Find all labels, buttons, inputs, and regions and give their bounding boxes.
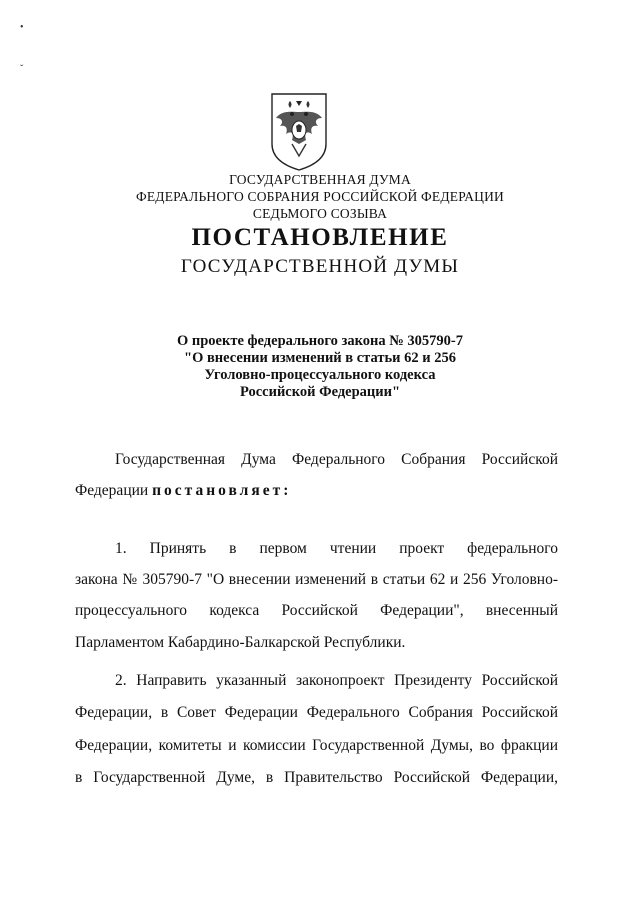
document-subtitle: ГОСУДАРСТВЕННОЙ ДУМЫ — [180, 256, 460, 277]
preamble-verb: постановляет: — [152, 482, 292, 499]
subject-line-1: О проекте федерального закона № 305790-7 — [176, 333, 464, 349]
paragraph-1-line-3: процессуального кодекса Российской Федерации", внесенный — [75, 602, 558, 619]
document-title: ПОСТАНОВЛЕНИЕ — [191, 224, 449, 251]
paragraph-2-line-4: в Государственной Думе, в Правительство Российской Федерации, — [75, 769, 558, 786]
subject-line-2: "О внесении изменений в статьи 62 и 256 — [184, 350, 456, 366]
paragraph-1-line-2: закона № 305790-7 "О внесении изменений в статьи 62 и 256 Уголовно- — [75, 571, 558, 588]
subject-line-3: Уголовно-процессуального кодекса — [204, 367, 436, 383]
org-line-convocation: СЕДЬМОГО СОЗЫВА — [252, 206, 388, 221]
scan-speck-mark: ˇ — [20, 64, 24, 75]
org-line-assembly: ФЕДЕРАЛЬНОГО СОБРАНИЯ РОССИЙСКОЙ ФЕДЕРАЦИИ — [136, 189, 504, 204]
preamble-line-1: Государственная Дума Федерального Собрания Российской — [115, 451, 558, 468]
paragraph-2-line-1: 2. Направить указанный законопроект Президенту Российской — [115, 672, 558, 689]
subject-line-4: Российской Федерации" — [239, 384, 401, 400]
paragraph-2-line-3: Федерации, комитеты и комиссии Государственной Думы, во фракции — [75, 737, 558, 754]
coat-of-arms-icon — [270, 92, 328, 172]
scan-speck-top: • — [20, 22, 24, 33]
paragraph-1-line-1: 1. Принять в первом чтении проект федерального — [115, 540, 558, 557]
paragraph-2-line-2: Федерации, в Совет Федерации Федерального Собрания Российской — [75, 704, 558, 721]
preamble-line-2 — [75, 482, 558, 500]
org-line-duma: ГОСУДАРСТВЕННАЯ ДУМА — [229, 172, 411, 187]
paragraph-1-line-4: Парламентом Кабардино-Балкарской Республики. — [75, 634, 406, 651]
preamble-prefix: Федерации — [75, 482, 153, 499]
